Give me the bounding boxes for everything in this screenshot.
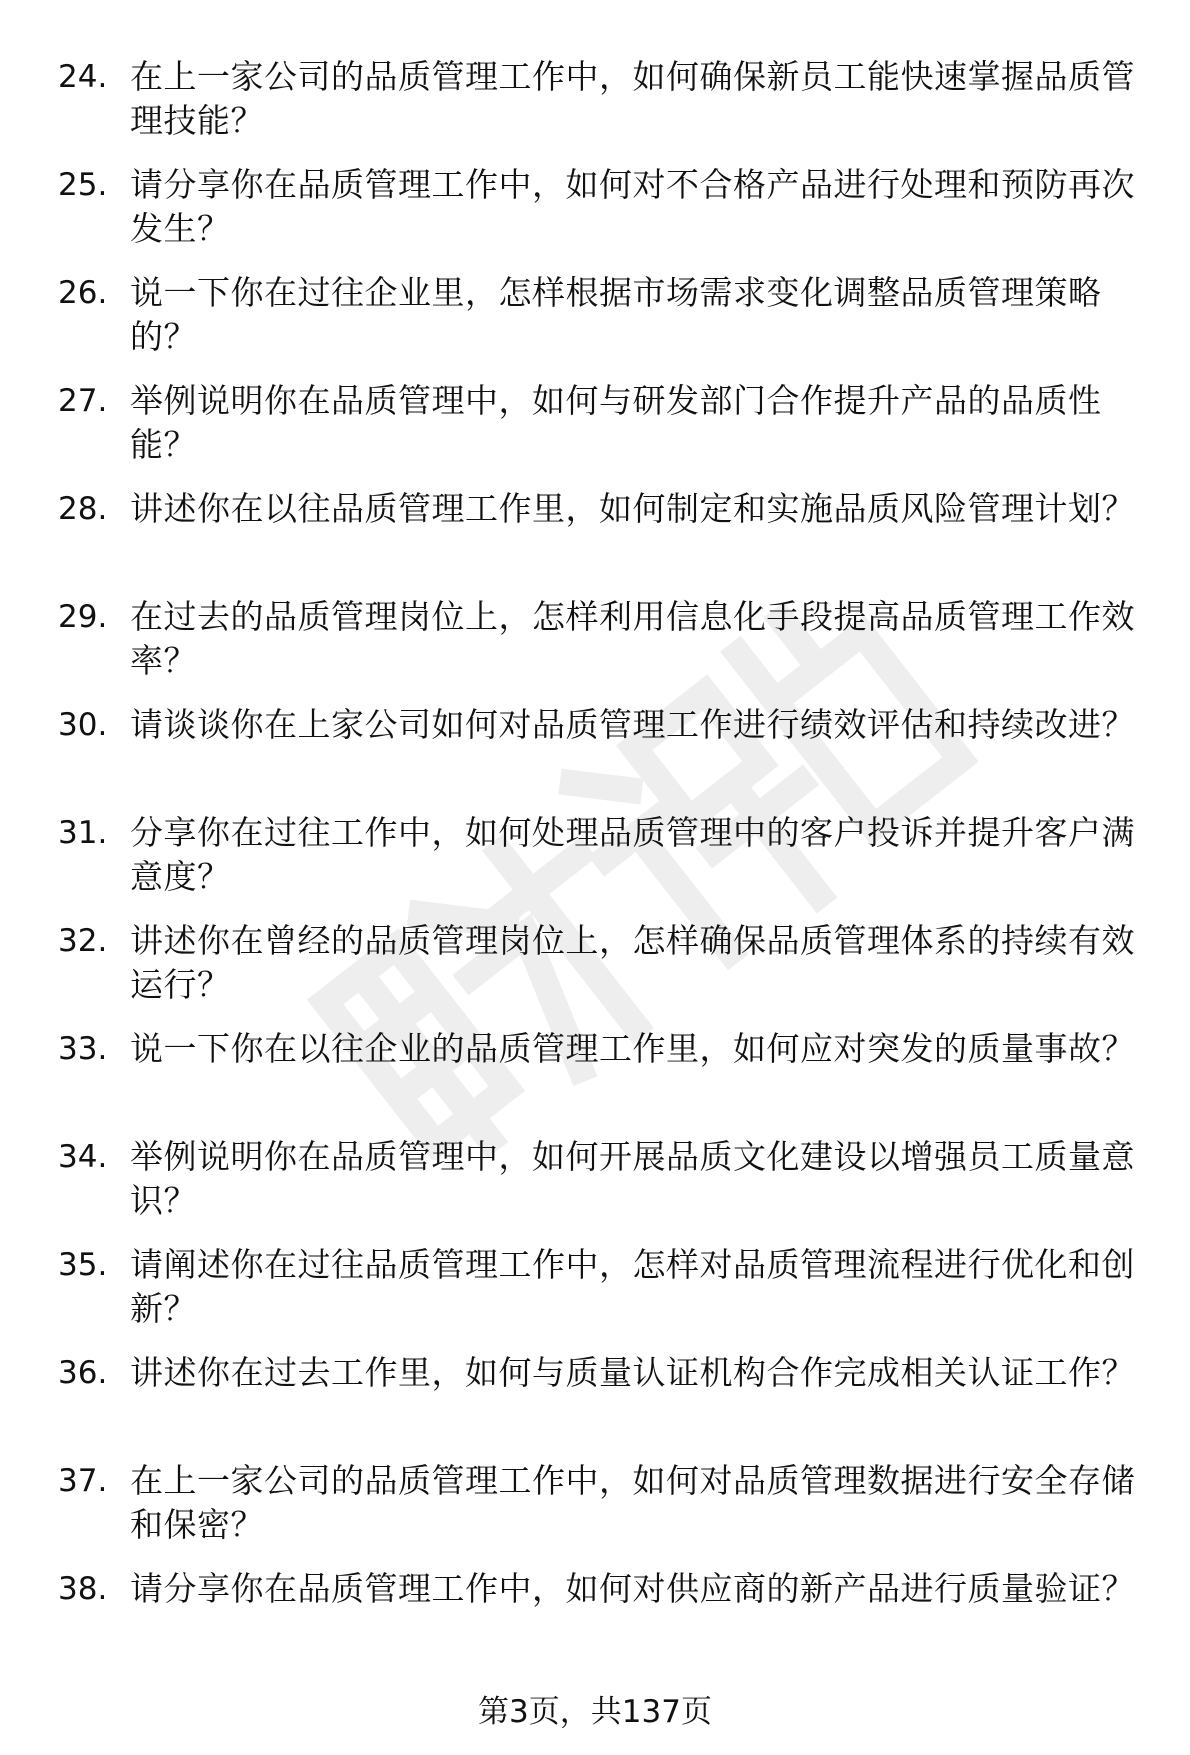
question-item [58, 163, 1148, 271]
question-text: 请分享你在品质管理工作中，如何对不合格产品进行处理和预防再次发生？ [130, 165, 1135, 248]
question-item [58, 487, 1148, 595]
question-text: 在上一家公司的品质管理工作中，如何对品质管理数据进行安全存储和保密？ [130, 1461, 1135, 1544]
question-number: 26. [58, 275, 108, 311]
question-item [58, 1027, 1148, 1135]
question-item [58, 1243, 1148, 1351]
question-text: 请阐述你在过往品质管理工作中，怎样对品质管理流程进行优化和创新？ [130, 1245, 1135, 1328]
question-text: 在过去的品质管理岗位上，怎样利用信息化手段提高品质管理工作效率？ [130, 597, 1135, 680]
question-item [58, 595, 1148, 703]
question-number: 32. [58, 923, 108, 959]
question-number: 27. [58, 383, 108, 419]
question-text: 举例说明你在品质管理中，如何开展品质文化建设以增强员工质量意识？ [130, 1137, 1135, 1220]
question-item [58, 55, 1148, 163]
question-item [58, 1459, 1148, 1567]
question-number: 38. [58, 1571, 108, 1607]
question-text: 分享你在过往工作中，如何处理品质管理中的客户投诉并提升客户满意度？ [130, 813, 1135, 896]
question-text: 在上一家公司的品质管理工作中，如何确保新员工能快速掌握品质管理技能？ [130, 57, 1135, 140]
question-text: 讲述你在过去工作里，如何与质量认证机构合作完成相关认证工作？ [130, 1353, 1135, 1392]
question-list [58, 55, 1148, 1675]
question-item [58, 811, 1148, 919]
question-text: 请分享你在品质管理工作中，如何对供应商的新产品进行质量验证？ [130, 1569, 1135, 1608]
question-item [58, 271, 1148, 379]
page-footer: 第3页，共137页 [478, 1694, 712, 1730]
question-text: 讲述你在曾经的品质管理岗位上，怎样确保品质管理体系的持续有效运行？ [130, 921, 1135, 1004]
question-item [58, 1567, 1148, 1675]
question-text: 请谈谈你在上家公司如何对品质管理工作进行绩效评估和持续改进？ [130, 705, 1135, 744]
question-number: 29. [58, 599, 108, 635]
question-item [58, 919, 1148, 1027]
question-text: 举例说明你在品质管理中，如何与研发部门合作提升产品的品质性能？ [130, 381, 1102, 464]
question-number: 30. [58, 707, 108, 743]
question-item [58, 1135, 1148, 1243]
question-text: 说一下你在过往企业里，怎样根据市场需求变化调整品质管理策略的？ [130, 273, 1102, 356]
question-item [58, 703, 1148, 811]
question-number: 36. [58, 1355, 108, 1391]
question-number: 25. [58, 167, 108, 203]
question-number: 34. [58, 1139, 108, 1175]
question-item [58, 1351, 1148, 1459]
question-number: 31. [58, 815, 108, 851]
question-number: 33. [58, 1031, 108, 1067]
question-number: 24. [58, 59, 108, 95]
question-text: 说一下你在以往企业的品质管理工作里，如何应对突发的质量事故？ [130, 1029, 1135, 1068]
question-text: 讲述你在以往品质管理工作里，如何制定和实施品质风险管理计划？ [130, 489, 1135, 528]
question-item [58, 379, 1148, 487]
question-number: 28. [58, 491, 108, 527]
question-number: 37. [58, 1463, 108, 1499]
question-number: 35. [58, 1247, 108, 1283]
